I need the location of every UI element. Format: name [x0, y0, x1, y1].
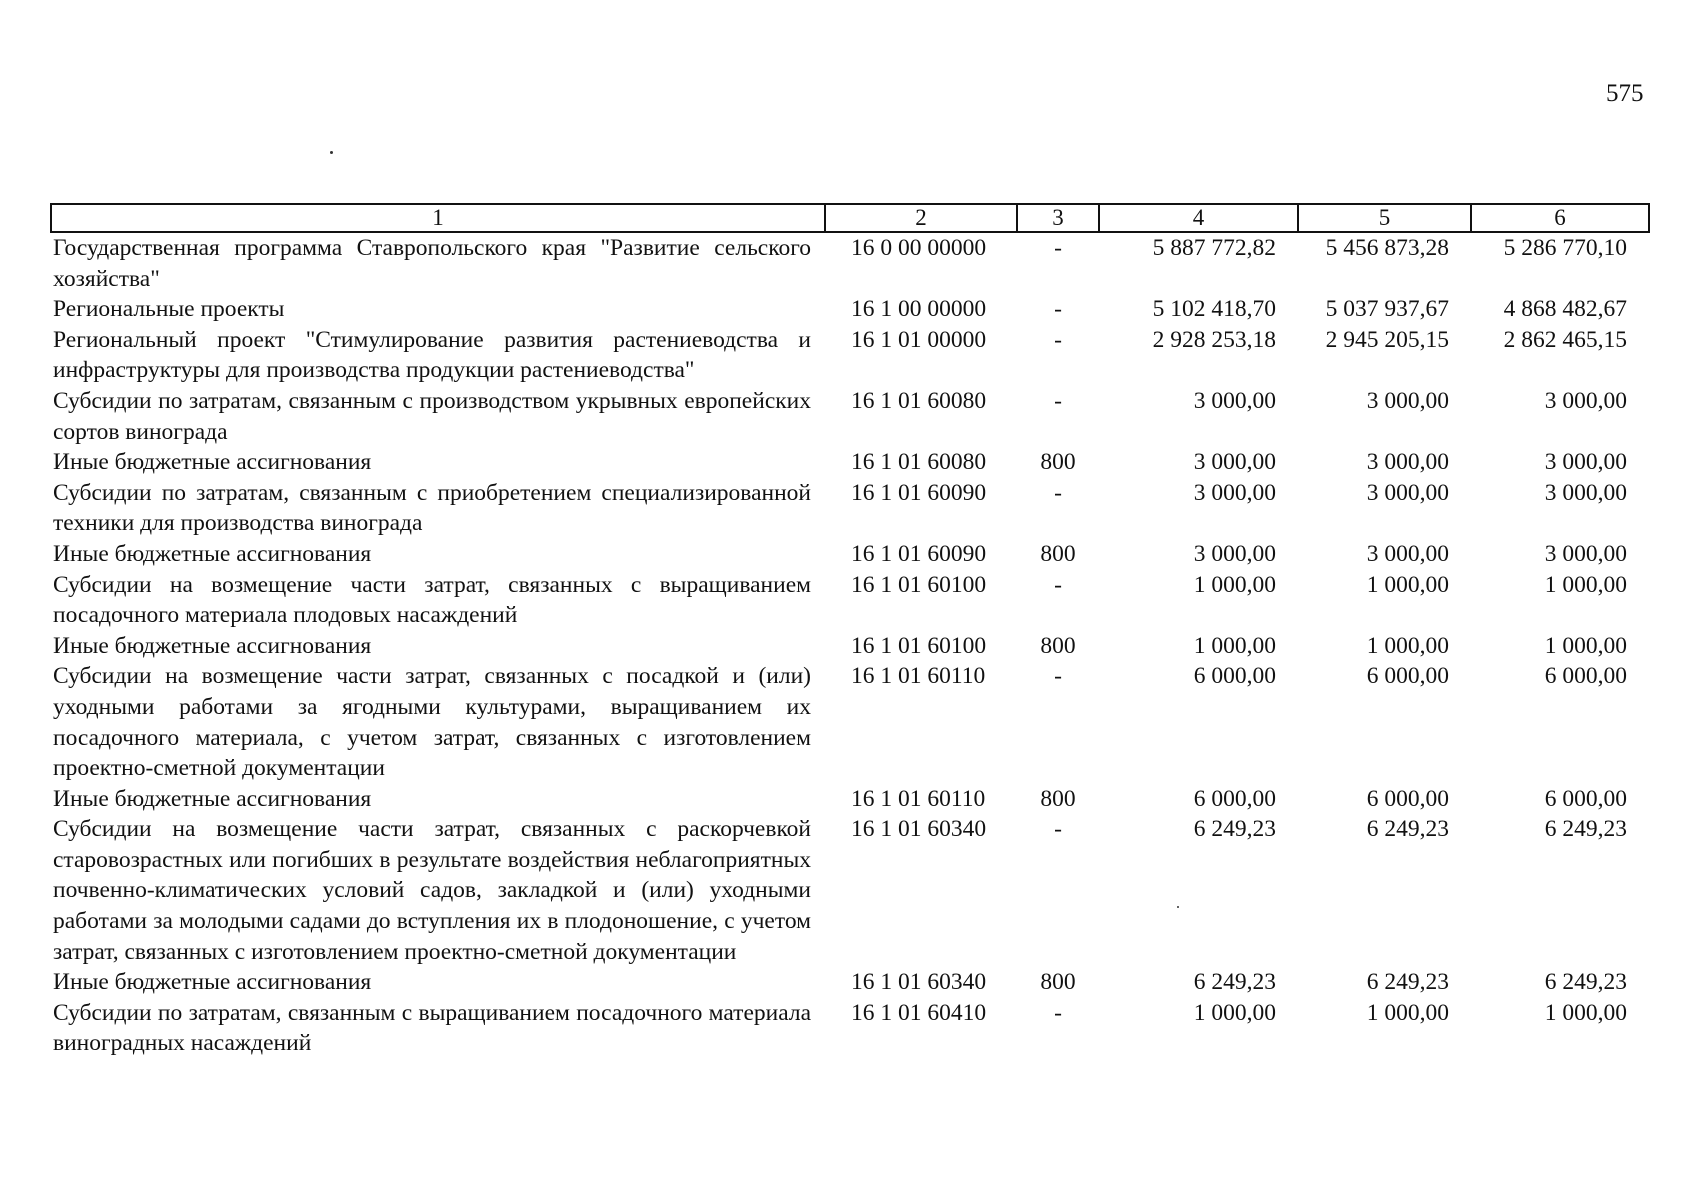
row-value-col5: 1 000,00 [1366, 999, 1449, 1026]
row-value-col5: 2 945 205,15 [1325, 326, 1449, 353]
table-row [51, 294, 1649, 325]
row-value-col4: 1 000,00 [1193, 999, 1276, 1026]
budget-table [50, 203, 1650, 1059]
header-row [51, 204, 1649, 232]
row-value-col6: 1 000,00 [1544, 999, 1627, 1026]
row-expense-type: - [1054, 571, 1062, 598]
row-name: Субсидии по затратам, связанным с выращиванием посадочного материала виноградных насаждений [53, 999, 811, 1057]
row-name: Субсидии по затратам, связанным с производством укрывных европейских сортов винограда [53, 387, 811, 445]
row-name: Региональные проекты [53, 296, 285, 323]
table-row [51, 325, 1649, 386]
row-value-col5: 1 000,00 [1366, 632, 1449, 659]
row-value-col4: 1 000,00 [1193, 571, 1276, 598]
row-value-col4: 3 000,00 [1193, 387, 1276, 414]
row-name: Иные бюджетные ассигнования [53, 449, 372, 476]
table-row [51, 386, 1649, 447]
table-row [51, 998, 1649, 1059]
row-code: 16 0 00 00000 [851, 235, 987, 261]
row-value-col6: 6 000,00 [1544, 785, 1627, 812]
header-col-2: 2 [825, 204, 1017, 232]
table-header [51, 204, 1649, 232]
row-value-col6: 1 000,00 [1544, 632, 1627, 659]
header-col-3: 3 [1017, 204, 1099, 232]
row-expense-type: - [1054, 479, 1062, 506]
scan-speck [330, 151, 333, 154]
header-col-6: 6 [1471, 204, 1649, 232]
row-name: Иные бюджетные ассигнования [53, 540, 372, 567]
table-body [51, 232, 1649, 1059]
row-value-col4: 3 000,00 [1193, 540, 1276, 567]
row-code: 16 1 01 60080 [851, 387, 987, 414]
row-code: 16 1 01 60100 [851, 571, 987, 598]
row-value-col4: 6 249,23 [1193, 816, 1276, 843]
row-value-col6: 1 000,00 [1544, 571, 1627, 598]
table-row [51, 661, 1649, 783]
row-expense-type: - [1054, 816, 1062, 843]
row-value-col4: 5 102 418,70 [1152, 296, 1276, 323]
table-row [51, 967, 1649, 998]
row-value-col6: 6 249,23 [1544, 816, 1627, 843]
header-col-4: 4 [1099, 204, 1298, 232]
row-value-col5: 5 037 937,67 [1325, 296, 1449, 323]
row-value-col5: 1 000,00 [1366, 571, 1449, 598]
row-code: 16 1 01 60410 [851, 999, 987, 1026]
table-row [51, 814, 1649, 967]
row-code: 16 1 01 60340 [851, 969, 987, 996]
row-expense-type: - [1054, 999, 1062, 1026]
row-code: 16 1 01 60090 [851, 479, 987, 506]
row-value-col5: 6 000,00 [1366, 663, 1449, 690]
row-value-col4: 6 000,00 [1193, 785, 1276, 812]
row-expense-type: - [1054, 387, 1062, 414]
row-expense-type: 800 [1040, 969, 1076, 996]
row-code: 16 1 01 00000 [851, 326, 987, 353]
table-row [51, 784, 1649, 815]
row-name: Иные бюджетные ассигнования [53, 632, 372, 659]
row-value-col6: 4 868 482,67 [1503, 296, 1627, 323]
row-value-col5: 3 000,00 [1366, 479, 1449, 506]
row-name: Субсидии на возмещение части затрат, связанных с выращиванием посадочного материала плодовых насаждений [53, 571, 811, 629]
row-value-col6: 6 249,23 [1544, 969, 1627, 996]
table-row [51, 478, 1649, 539]
table-row [51, 447, 1649, 478]
table-row [51, 539, 1649, 570]
row-expense-type: 800 [1040, 449, 1076, 476]
row-code: 16 1 01 60080 [851, 449, 987, 476]
row-expense-type: - [1054, 235, 1062, 261]
row-value-col4: 5 887 772,82 [1152, 235, 1276, 261]
table-row [51, 232, 1649, 294]
row-value-col5: 5 456 873,28 [1325, 235, 1449, 261]
row-code: 16 1 00 00000 [851, 296, 987, 323]
row-expense-type: - [1054, 326, 1062, 353]
row-code: 16 1 01 60100 [851, 632, 987, 659]
header-col-1: 1 [51, 204, 825, 232]
row-expense-type: - [1054, 296, 1062, 323]
row-code: 16 1 01 60090 [851, 540, 987, 567]
row-code: 16 1 01 60340 [851, 816, 987, 843]
row-name: Субсидии на возмещение части затрат, связанных с посадкой и (или) уходными работами за ягодными культурами, выращиванием их посадочного материала, с учетом затрат, связанных с изготовлением проектно-сметной документации [53, 663, 811, 782]
row-value-col6: 3 000,00 [1544, 387, 1627, 414]
page-number: 575 [1606, 80, 1644, 107]
row-expense-type: 800 [1040, 540, 1076, 567]
row-code: 16 1 01 60110 [851, 663, 986, 690]
row-value-col6: 2 862 465,15 [1503, 326, 1627, 353]
row-value-col5: 6 249,23 [1366, 969, 1449, 996]
row-value-col6: 3 000,00 [1544, 449, 1627, 476]
row-value-col5: 3 000,00 [1366, 387, 1449, 414]
row-name: Региональный проект "Стимулирование развития растениеводства и инфраструктуры для производства продукции растениеводства" [53, 326, 811, 384]
row-value-col4: 3 000,00 [1193, 479, 1276, 506]
row-value-col6: 3 000,00 [1544, 540, 1627, 567]
row-code: 16 1 01 60110 [851, 785, 986, 812]
row-value-col5: 6 000,00 [1366, 785, 1449, 812]
row-value-col5: 6 249,23 [1366, 816, 1449, 843]
row-value-col6: 3 000,00 [1544, 479, 1627, 506]
row-expense-type: 800 [1040, 632, 1076, 659]
row-value-col4: 6 000,00 [1193, 663, 1276, 690]
row-value-col4: 6 249,23 [1193, 969, 1276, 996]
row-expense-type: 800 [1040, 785, 1076, 812]
row-value-col4: 2 928 253,18 [1152, 326, 1276, 353]
row-name: Субсидии по затратам, связанным с приобретением специализированной техники для производства винограда [53, 479, 811, 537]
row-name: Государственная программа Ставропольского края "Развитие сельского хозяйства" [53, 235, 811, 292]
row-value-col5: 3 000,00 [1366, 540, 1449, 567]
header-col-5: 5 [1298, 204, 1471, 232]
row-name: Иные бюджетные ассигнования [53, 785, 372, 812]
row-name: Субсидии на возмещение части затрат, связанных с раскорчевкой старовозрастных или погибших в результате воздействия неблагоприятных почвенно-климатических условий садов, закладкой и (или) уходными работами за молодыми садами до вступления их в плодоношение, с учетом затрат, связанных с изготовлением проектно-сметной документации [53, 816, 811, 965]
table-row [51, 631, 1649, 662]
row-expense-type: - [1054, 663, 1062, 690]
row-value-col6: 6 000,00 [1544, 663, 1627, 690]
row-value-col4: 1 000,00 [1193, 632, 1276, 659]
row-value-col4: 3 000,00 [1193, 449, 1276, 476]
row-value-col6: 5 286 770,10 [1503, 235, 1627, 261]
table-row [51, 570, 1649, 631]
row-name: Иные бюджетные ассигнования [53, 969, 372, 996]
row-value-col5: 3 000,00 [1366, 449, 1449, 476]
